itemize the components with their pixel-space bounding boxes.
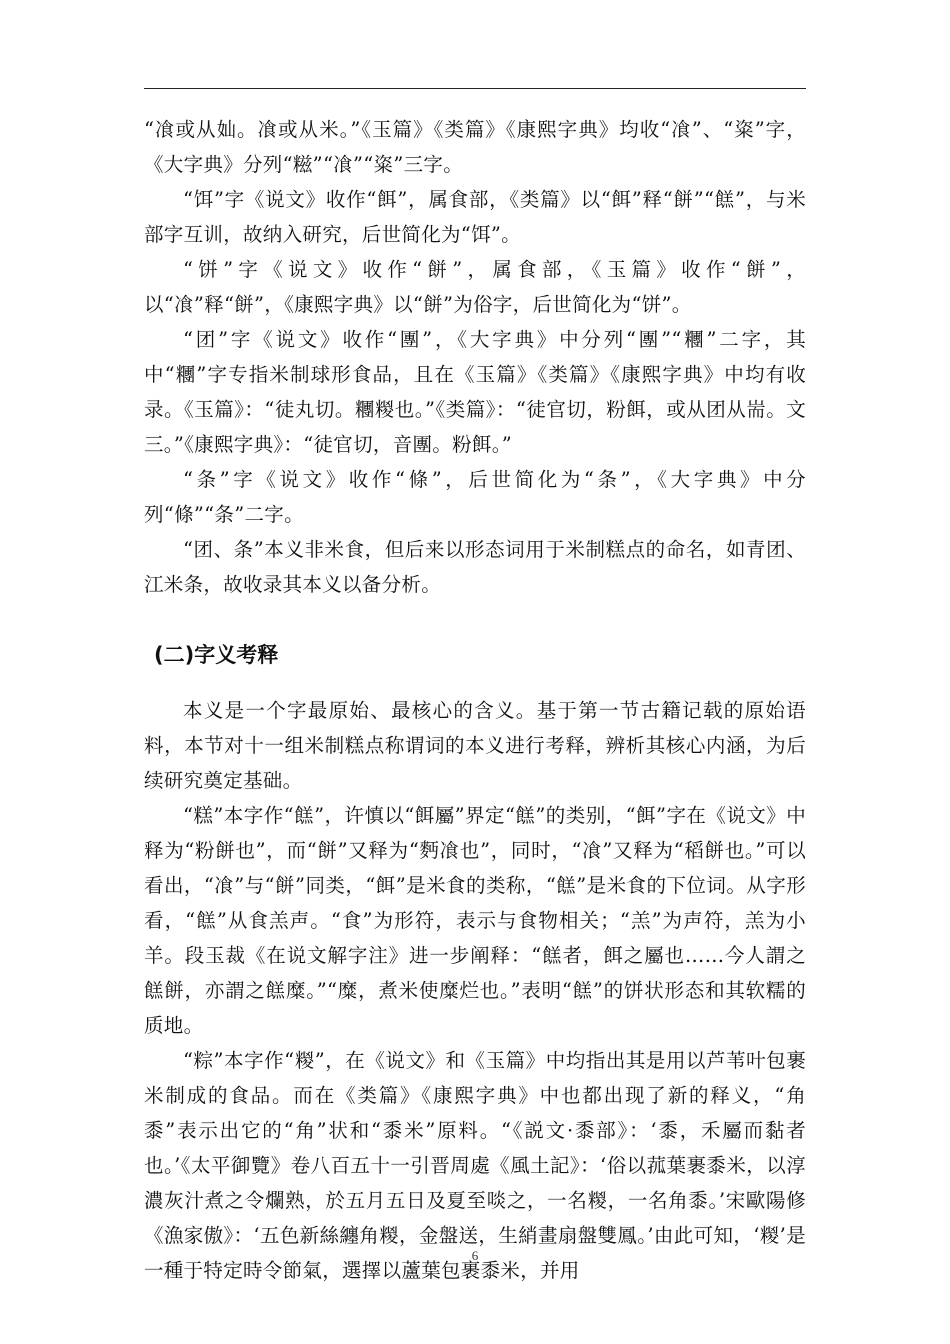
paragraph-top-3: “饼”字《说文》收作“餅”，属食部，《玉篇》收作“餅”，以“飡”释“餅”，《康熙字典》以“餅”为俗字，后世简化为“饼”。 (144, 258, 806, 316)
paragraph-bottom-3: “粽”本字作“糉”，在《说文》和《玉篇》中均指出其是用以芦苇叶包裹米制成的食品。而在《类篇》《康熙字典》中也都出现了新的释义，“角黍”表示出它的“角”状和“黍米”原料。“《説文·黍部》：‘黍，禾屬而黏者也。’《太平御覽》卷八百五十一引晋周處《風土記》：‘俗以菰葉裹黍米，以淳濃灰汁煮之令爛熟，於五月五日及夏至啖之，一名糉，一名角黍。’宋歐陽修《漁家傲》：‘五色新絲纏角糉，金盤送，生綃畫扇盤雙鳳。’由此可知，‘糉’是一種于特定時令節氣，選擇以蘆葉包裹黍米，并用 (144, 1049, 806, 1282)
page-body (144, 112, 806, 1288)
paragraph-top-5: “条”字《说文》收作“條”，后世简化为“条”，《大字典》中分列“條”“条”二字。 (144, 468, 806, 526)
paragraph-top-2: “饵”字《说文》收作“餌”，属食部，《类篇》以“餌”释“餅”“餻”，与米部字互训，故纳入研究，后世简化为“饵”。 (144, 188, 806, 246)
paragraph-top-1: “飡或从奾。飡或从米。”《玉篇》《类篇》《康熙字典》均收“飡”、“粢”字，《大字典》分列“糍”“飡”“粢”三字。 (144, 118, 806, 176)
paragraph-bottom-2: “糕”本字作“餻”，许慎以“餌屬”界定“餻”的类别，“餌”字在《说文》中释为“粉餅也”，而“餅”又释为“麪飡也”，同时，“飡”又释为“稻餅也。”可以看出，“飡”与“餅”同类，“餌”是米食的类称，“餻”是米食的下位词。从字形看，“餻”从食羔声。“食”为形符，表示与食物相关；“羔”为声符，羔为小羊。段玉裁《在说文解字注》进一步阐释：“餻者，餌之屬也……今人謂之餻餅，亦謂之餻糜。”“糜，煮米使糜烂也。”表明“餻”的饼状形态和其软糯的质地。 (144, 804, 806, 1037)
paragraph-top-6: “团、条”本义非米食，但后来以形态词用于米制糕点的命名，如青团、江米条，故收录其本义以备分析。 (144, 538, 806, 596)
spacer (144, 602, 806, 638)
paragraph-bottom-1: 本义是一个字最原始、最核心的含义。基于第一节古籍记载的原始语料，本节对十一组米制糕点称谓词的本义进行考释，辨析其核心内涵，为后续研究奠定基础。 (144, 699, 806, 792)
spacer (144, 673, 806, 693)
paragraph-top-4: “团”字《说文》收作“團”，《大字典》中分列“團”“糰”二字，其中“糰”字专指米制球形食品，且在《玉篇》《类篇》《康熙字典》中均有收录。《玉篇》：“徒丸切。糰糉也。”《类篇》：“徒官切，粉餌，或从团从耑。文三。”《康熙字典》：“徒官切，音團。粉餌。” (144, 328, 806, 456)
section-heading: (二)字义考释 (154, 643, 279, 667)
page-number: 6 (471, 1248, 479, 1263)
header-rule (144, 88, 806, 89)
